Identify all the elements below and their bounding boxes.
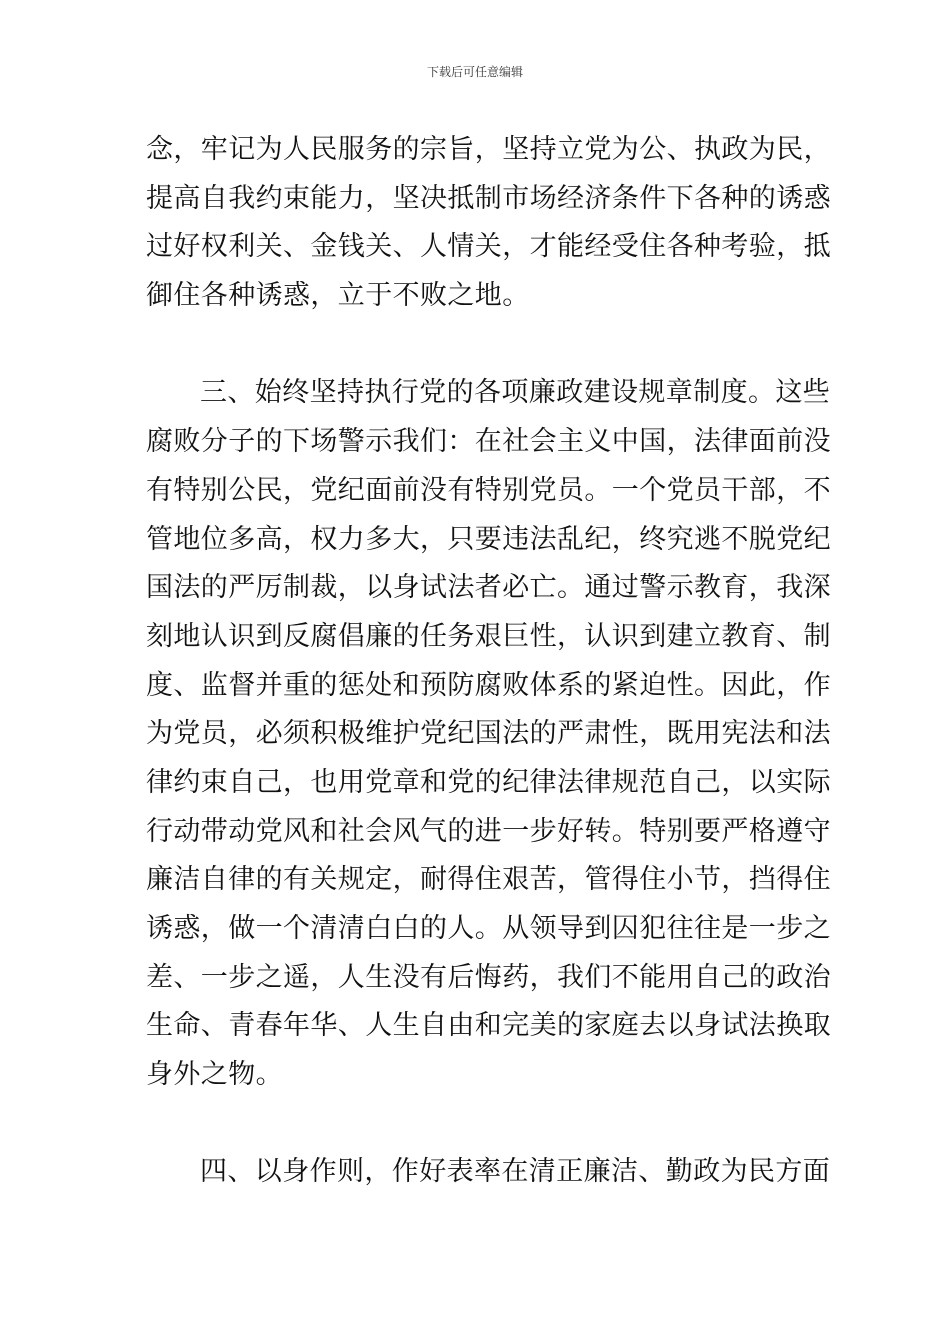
text-line: 生命、青春年华、人生自由和完美的家庭去以身试法换取 xyxy=(146,1010,831,1042)
text-line: 为党员，必须积极维护党纪国法的严肃性，既用宪法和法 xyxy=(146,718,831,750)
text-line: 三、始终坚持执行党的各项廉政建设规章制度。这些 xyxy=(200,377,831,409)
text-line: 腐败分子的下场警示我们：在社会主义中国，法律面前没 xyxy=(146,426,831,458)
page-header: 下载后可任意编辑 xyxy=(426,65,523,79)
text-line: 四、以身作则，作好表率在清正廉洁、勤政为民方面 xyxy=(200,1156,831,1188)
text-line: 管地位多高，权力多大，只要违法乱纪，终究逃不脱党纪 xyxy=(146,523,831,555)
paragraph xyxy=(146,126,831,321)
paragraph-gap xyxy=(146,321,808,370)
text-line: 度、监督并重的惩处和预防腐败体系的紧迫性。因此，作 xyxy=(146,669,831,701)
text-line: 身外之物。 xyxy=(146,1059,283,1091)
paragraph xyxy=(146,369,831,1099)
text-line: 差、一步之遥，人生没有后悔药，我们不能用自己的政治 xyxy=(146,961,831,993)
text-line: 刻地认识到反腐倡廉的任务艰巨性，认识到建立教育、制 xyxy=(146,620,831,652)
text-line: 有特别公民，党纪面前没有特别党员。一个党员干部，不 xyxy=(146,474,831,506)
paragraph xyxy=(146,1148,831,1197)
text-line: 念，牢记为人民服务的宗旨，坚持立党为公、执政为民， xyxy=(146,134,831,165)
text-line: 廉洁自律的有关规定，耐得住艰苦，管得住小节，挡得住 xyxy=(146,864,831,896)
paragraph-gap xyxy=(146,1100,808,1149)
text-line: 国法的严厉制裁，以身试法者必亡。通过警示教育，我深 xyxy=(146,572,831,604)
text-line: 行动带动党风和社会风气的进一步好转。特别要严格遵守 xyxy=(146,815,831,847)
text-line: 过好权利关、金钱关、人情关，才能经受住各种考验，抵 xyxy=(146,231,831,263)
text-line: 诱惑，做一个清清白白的人。从领导到囚犯往往是一步之 xyxy=(146,913,831,944)
text-line: 御住各种诱惑，立于不败之地。 xyxy=(146,280,530,312)
text-line: 律约束自己，也用党章和党的纪律法律规范自己，以实际 xyxy=(146,766,831,798)
document-body xyxy=(146,126,831,1197)
text-line: 提高自我约束能力，坚决抵制市场经济条件下各种的诱惑 xyxy=(146,182,831,214)
